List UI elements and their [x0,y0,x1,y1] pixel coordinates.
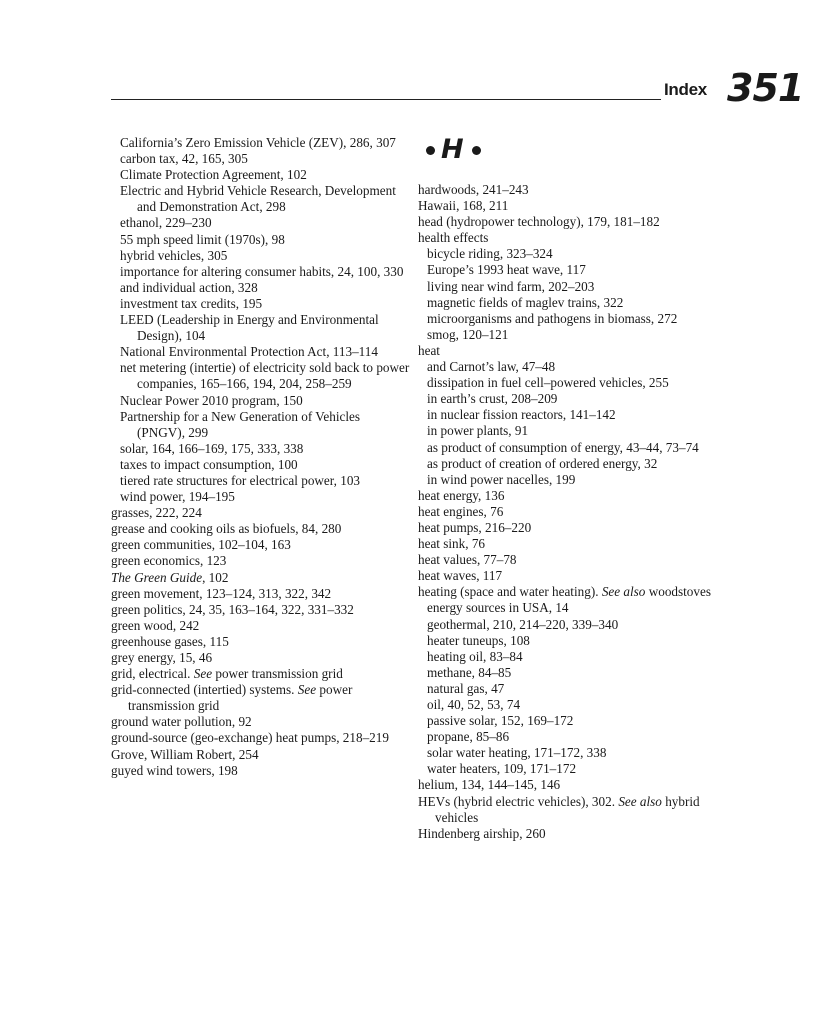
index-entry [120,441,411,457]
entry-text: heat energy, 136 [418,487,505,503]
entry-text: Partnership for a New Generation of Vehicles (PNGV), 299 [120,408,360,440]
entry-text: Grove, William Robert, 254 [111,746,259,762]
index-entry [427,649,718,665]
index-entry [427,375,718,391]
index-entry [120,296,411,312]
index-entry [111,666,411,682]
see-target: hybrid vehicles [435,793,700,825]
index-entry [427,327,718,343]
index-entry [120,151,411,167]
bullet-icon [472,146,481,155]
index-entry [418,182,718,198]
entry-text: ground water pollution, 92 [111,714,252,730]
see-target: woodstoves [648,584,711,600]
index-entry [111,747,411,763]
index-entry [427,359,718,375]
index-entry [418,520,718,536]
index-entry [111,714,411,730]
entry-text: green communities, 102–104, 163 [111,537,291,553]
entry-text: Europe’s 1993 heat wave, 117 [427,262,586,278]
index-entry [111,682,411,714]
index-entry [111,763,411,779]
index-entry [111,570,411,586]
entry-text: and individual action, 328 [120,279,258,295]
entry-text: Electric and Hybrid Vehicle Research, Development and Demonstration Act, 298 [120,183,396,215]
entry-text: grey energy, 15, 46 [111,650,213,665]
index-entry [418,826,718,842]
index-entry [427,295,718,311]
index-entry [427,665,718,681]
entry-text: propane, 85–86 [427,729,510,745]
entry-text: living near wind farm, 202–203 [427,278,595,294]
see-target: power transmission grid [128,682,353,714]
index-entry [427,600,718,616]
index-entry [120,280,411,296]
index-entry [120,344,411,360]
running-head-label: Index [664,80,707,99]
entry-text: heat waves, 117 [418,568,503,584]
index-entry [418,794,718,826]
index-entry [111,505,411,521]
index-entry [120,183,411,215]
index-entry [427,311,718,327]
entry-text: heat values, 77–78 [418,552,517,568]
index-entry [418,343,718,359]
index-entry [120,473,411,489]
section-letter-heading [420,134,487,165]
index-entry [120,409,411,441]
entry-text: carbon tax, 42, 165, 305 [120,151,248,167]
entry-text: taxes to impact consumption, 100 [120,456,298,472]
entry-text: California’s Zero Emission Vehicle (ZEV), 286, 307 [120,135,396,150]
index-entry [111,602,411,618]
entry-text: in wind power nacelles, 199 [427,471,576,487]
entry-text: in power plants, 91 [427,423,529,439]
index-entry [111,586,411,602]
index-entry [427,407,718,423]
index-column-right [418,182,718,842]
index-entry [111,730,411,746]
index-entry [111,521,411,537]
index-entry [427,617,718,633]
entry-text: grid-connected (intertied) systems. [111,682,295,698]
entry-text: energy sources in USA, 14 [427,600,569,616]
index-entry [111,634,411,650]
entry-text: grasses, 222, 224 [111,505,202,521]
entry-text: investment tax credits, 195 [120,295,263,311]
index-entry [418,777,718,793]
index-entry [427,423,718,439]
entry-text: in earth’s crust, 208–209 [427,391,558,407]
index-entry [427,440,718,456]
page-header [0,0,816,110]
entry-text: 55 mph speed limit (1970s), 98 [120,231,285,247]
entry-text: guyed wind towers, 198 [111,762,238,778]
entry-text: green wood, 242 [111,617,200,633]
index-entry [120,167,411,183]
entry-text: methane, 84–85 [427,664,512,680]
entry-text: heat pumps, 216–220 [418,519,532,535]
see-reference: See [193,666,213,682]
entry-text: natural gas, 47 [427,680,505,696]
entry-text: heater tuneups, 108 [427,632,530,648]
index-entry [120,232,411,248]
index-entry [418,198,718,214]
entry-text: grid, electrical. [111,666,191,682]
index-entry [120,457,411,473]
entry-text: bicycle riding, 323–324 [427,246,553,262]
entry-text: and Carnot’s law, 47–48 [427,359,556,375]
index-entry [418,568,718,584]
index-entry [427,697,718,713]
index-entry [427,391,718,407]
entry-text: solar water heating, 171–172, 338 [427,745,607,761]
index-entry [427,681,718,697]
entry-italic-title: The Green Guide [111,569,203,585]
entry-text: dissipation in fuel cell–powered vehicles, 255 [427,375,669,391]
index-entry [427,745,718,761]
entry-text: heat engines, 76 [418,503,504,519]
entry-text: passive solar, 152, 169–172 [427,713,574,729]
index-entry [418,488,718,504]
bullet-icon [426,146,435,155]
entry-text: ethanol, 229–230 [120,215,212,231]
entry-text: in nuclear fission reactors, 141–142 [427,407,616,423]
entry-text: Hindenberg airship, 260 [418,825,546,841]
see-target: power transmission grid [215,666,343,682]
index-entry [418,536,718,552]
entry-text: heating oil, 83–84 [427,648,523,664]
header-rule [111,99,661,100]
entry-text: green movement, 123–124, 313, 322, 342 [111,585,332,601]
index-entry [111,553,411,569]
entry-text: water heaters, 109, 171–172 [427,761,577,777]
index-entry [427,761,718,777]
section-letter: H [441,134,466,165]
entry-text: grease and cooking oils as biofuels, 84, 280 [111,521,342,537]
index-entry [120,360,411,392]
entry-text: Hawaii, 168, 211 [418,198,509,214]
entry-text: head (hydropower technology), 179, 181–182 [418,214,660,230]
index-entry [120,248,411,264]
entry-text: greenhouse gases, 115 [111,633,229,649]
index-entry [418,230,718,246]
entry-text: oil, 40, 52, 53, 74 [427,697,521,712]
entry-text: wind power, 194–195 [120,489,235,505]
index-entry [418,214,718,230]
entry-text: importance for altering consumer habits, 24, 100, 330 [120,263,404,279]
index-entry [120,135,411,151]
entry-text: ground-source (geo-exchange) heat pumps, 218–219 [111,730,389,746]
entry-text: heat sink, 76 [418,536,486,552]
index-entry [427,633,718,649]
entry-text: HEVs (hybrid electric vehicles), 302. [418,793,616,809]
index-entry [427,279,718,295]
entry-text: solar, 164, 166–169, 175, 333, 338 [120,440,304,456]
index-entry [418,552,718,568]
index-entry [418,584,718,600]
entry-text: , 102 [202,569,229,585]
entry-text: heating (space and water heating). [418,584,599,600]
index-entry [427,729,718,745]
entry-text: green economics, 123 [111,553,227,569]
index-entry [427,456,718,472]
entry-text: tiered rate structures for electrical power, 103 [120,472,361,488]
entry-text: heat [418,342,440,358]
entry-text: National Environmental Protection Act, 113–114 [120,344,378,360]
entry-text: Climate Protection Agreement, 102 [120,167,307,183]
entry-text: smog, 120–121 [427,326,509,342]
index-entry [111,650,411,666]
index-entry [418,504,718,520]
entry-text: green politics, 24, 35, 163–164, 322, 331–332 [111,601,354,617]
entry-text: hardwoods, 241–243 [418,182,529,197]
index-entry [111,618,411,634]
entry-text: helium, 134, 144–145, 146 [418,777,561,793]
index-entry [120,393,411,409]
index-entry [111,537,411,553]
entry-text: as product of consumption of energy, 43–44, 73–74 [427,439,699,455]
index-entry [120,312,411,344]
see-reference: See also [618,793,662,809]
entry-text: geothermal, 210, 214–220, 339–340 [427,616,619,632]
index-entry [120,264,411,280]
index-entry [120,215,411,231]
page-number: 351 [727,66,804,110]
entry-text: magnetic fields of maglev trains, 322 [427,294,624,310]
index-column-left [111,135,411,779]
index-entry [427,246,718,262]
see-reference: See [297,682,317,698]
entry-text: as product of creation of ordered energy, 32 [427,455,658,471]
entry-text: Nuclear Power 2010 program, 150 [120,392,303,408]
entry-text: health effects [418,230,489,246]
see-reference: See also [601,584,646,600]
entry-text: net metering (intertie) of electricity sold back to power companies, 165–166, 194, 204, 258–259 [120,360,410,392]
entry-text: LEED (Leadership in Energy and Environmental Design), 104 [120,312,379,344]
entry-text: microorganisms and pathogens in biomass, 272 [427,310,678,326]
entry-text: hybrid vehicles, 305 [120,247,228,263]
index-entry [427,713,718,729]
index-entry [427,472,718,488]
index-entry [120,489,411,505]
index-entry [427,262,718,278]
